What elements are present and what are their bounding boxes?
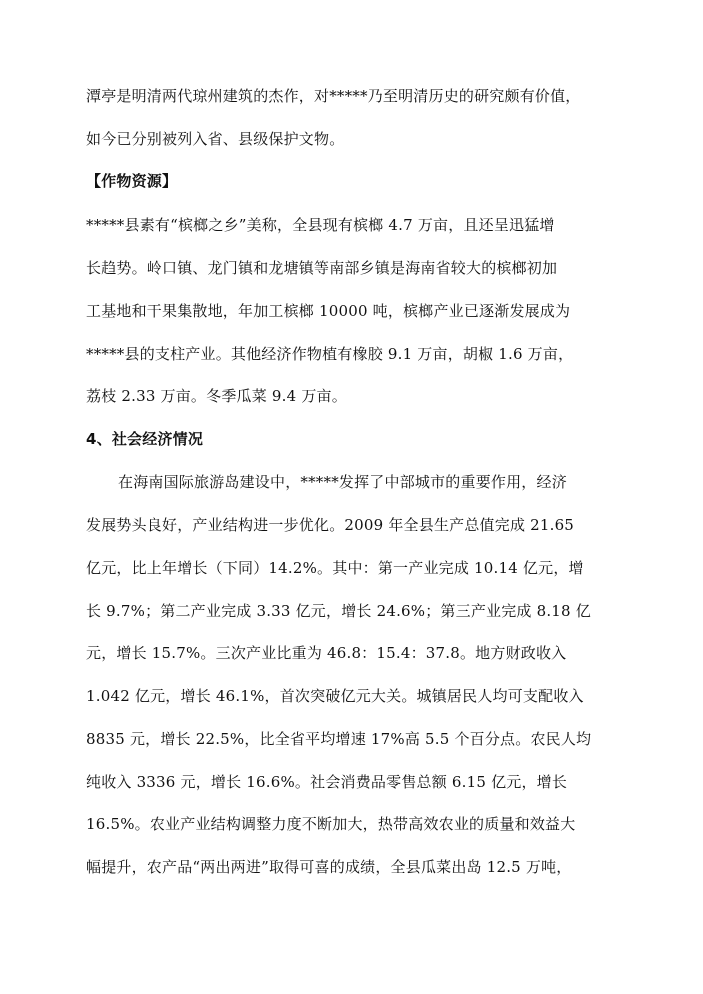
- intro-line-2: 如今已分别被列入省、县级保护文物。: [86, 130, 345, 148]
- crop-resources-heading: 【作物资源】: [86, 172, 178, 190]
- crop-line-5: 荔枝 2.33 万亩。冬季瓜菜 9.4 万亩。: [86, 387, 347, 405]
- economy-line-6: 1.042 亿元，增长 46.1%，首次突破亿元大关。城镇居民人均可支配收入: [86, 687, 584, 705]
- economy-line-3: 亿元，比上年增长（下同）14.2%。其中：第一产业完成 10.14 亿元，增: [86, 559, 584, 577]
- crop-line-2: 长趋势。岭口镇、龙门镇和龙塘镇等南部乡镇是海南省较大的槟榔初加: [86, 259, 558, 277]
- economy-line-4: 长 9.7%；第二产业完成 3.33 亿元，增长 24.6%；第三产业完成 8.18 亿: [86, 602, 591, 620]
- section-heading: 4、社会经济情况: [86, 430, 204, 448]
- crop-line-3: 工基地和干果集散地，年加工槟榔 10000 吨，槟榔产业已逐渐发展成为: [86, 302, 571, 320]
- economy-line-8: 纯收入 3336 元，增长 16.6%。社会消费品零售总额 6.15 亿元，增长: [86, 773, 568, 791]
- economy-line-9: 16.5%。农业产业结构调整力度不断加大，热带高效农业的质量和效益大: [86, 815, 576, 833]
- economy-line-1: 在海南国际旅游岛建设中，*****发挥了中部城市的重要作用，经济: [118, 473, 567, 491]
- economy-line-7: 8835 元，增长 22.5%，比全省平均增速 17%高 5.5 个百分点。农民人均: [86, 730, 592, 748]
- crop-line-4: *****县的支柱产业。其他经济作物植有橡胶 9.1 万亩，胡椒 1.6 万亩，: [86, 345, 574, 363]
- economy-line-2: 发展势头良好，产业结构进一步优化。2009 年全县生产总值完成 21.65: [86, 516, 575, 534]
- economy-line-10: 幅提升，农产品“两出两进”取得可喜的成绩，全县瓜菜出岛 12.5 万吨，: [86, 858, 572, 876]
- intro-line-1: 潭亭是明清两代琼州建筑的杰作，对*****乃至明清历史的研究颇有价值，: [86, 87, 581, 105]
- crop-line-1: *****县素有“槟榔之乡”美称，全县现有槟榔 4.7 万亩，且还呈迅猛增: [86, 216, 555, 234]
- economy-line-5: 元，增长 15.7%。三次产业比重为 46.8：15.4：37.8。地方财政收入: [86, 644, 567, 662]
